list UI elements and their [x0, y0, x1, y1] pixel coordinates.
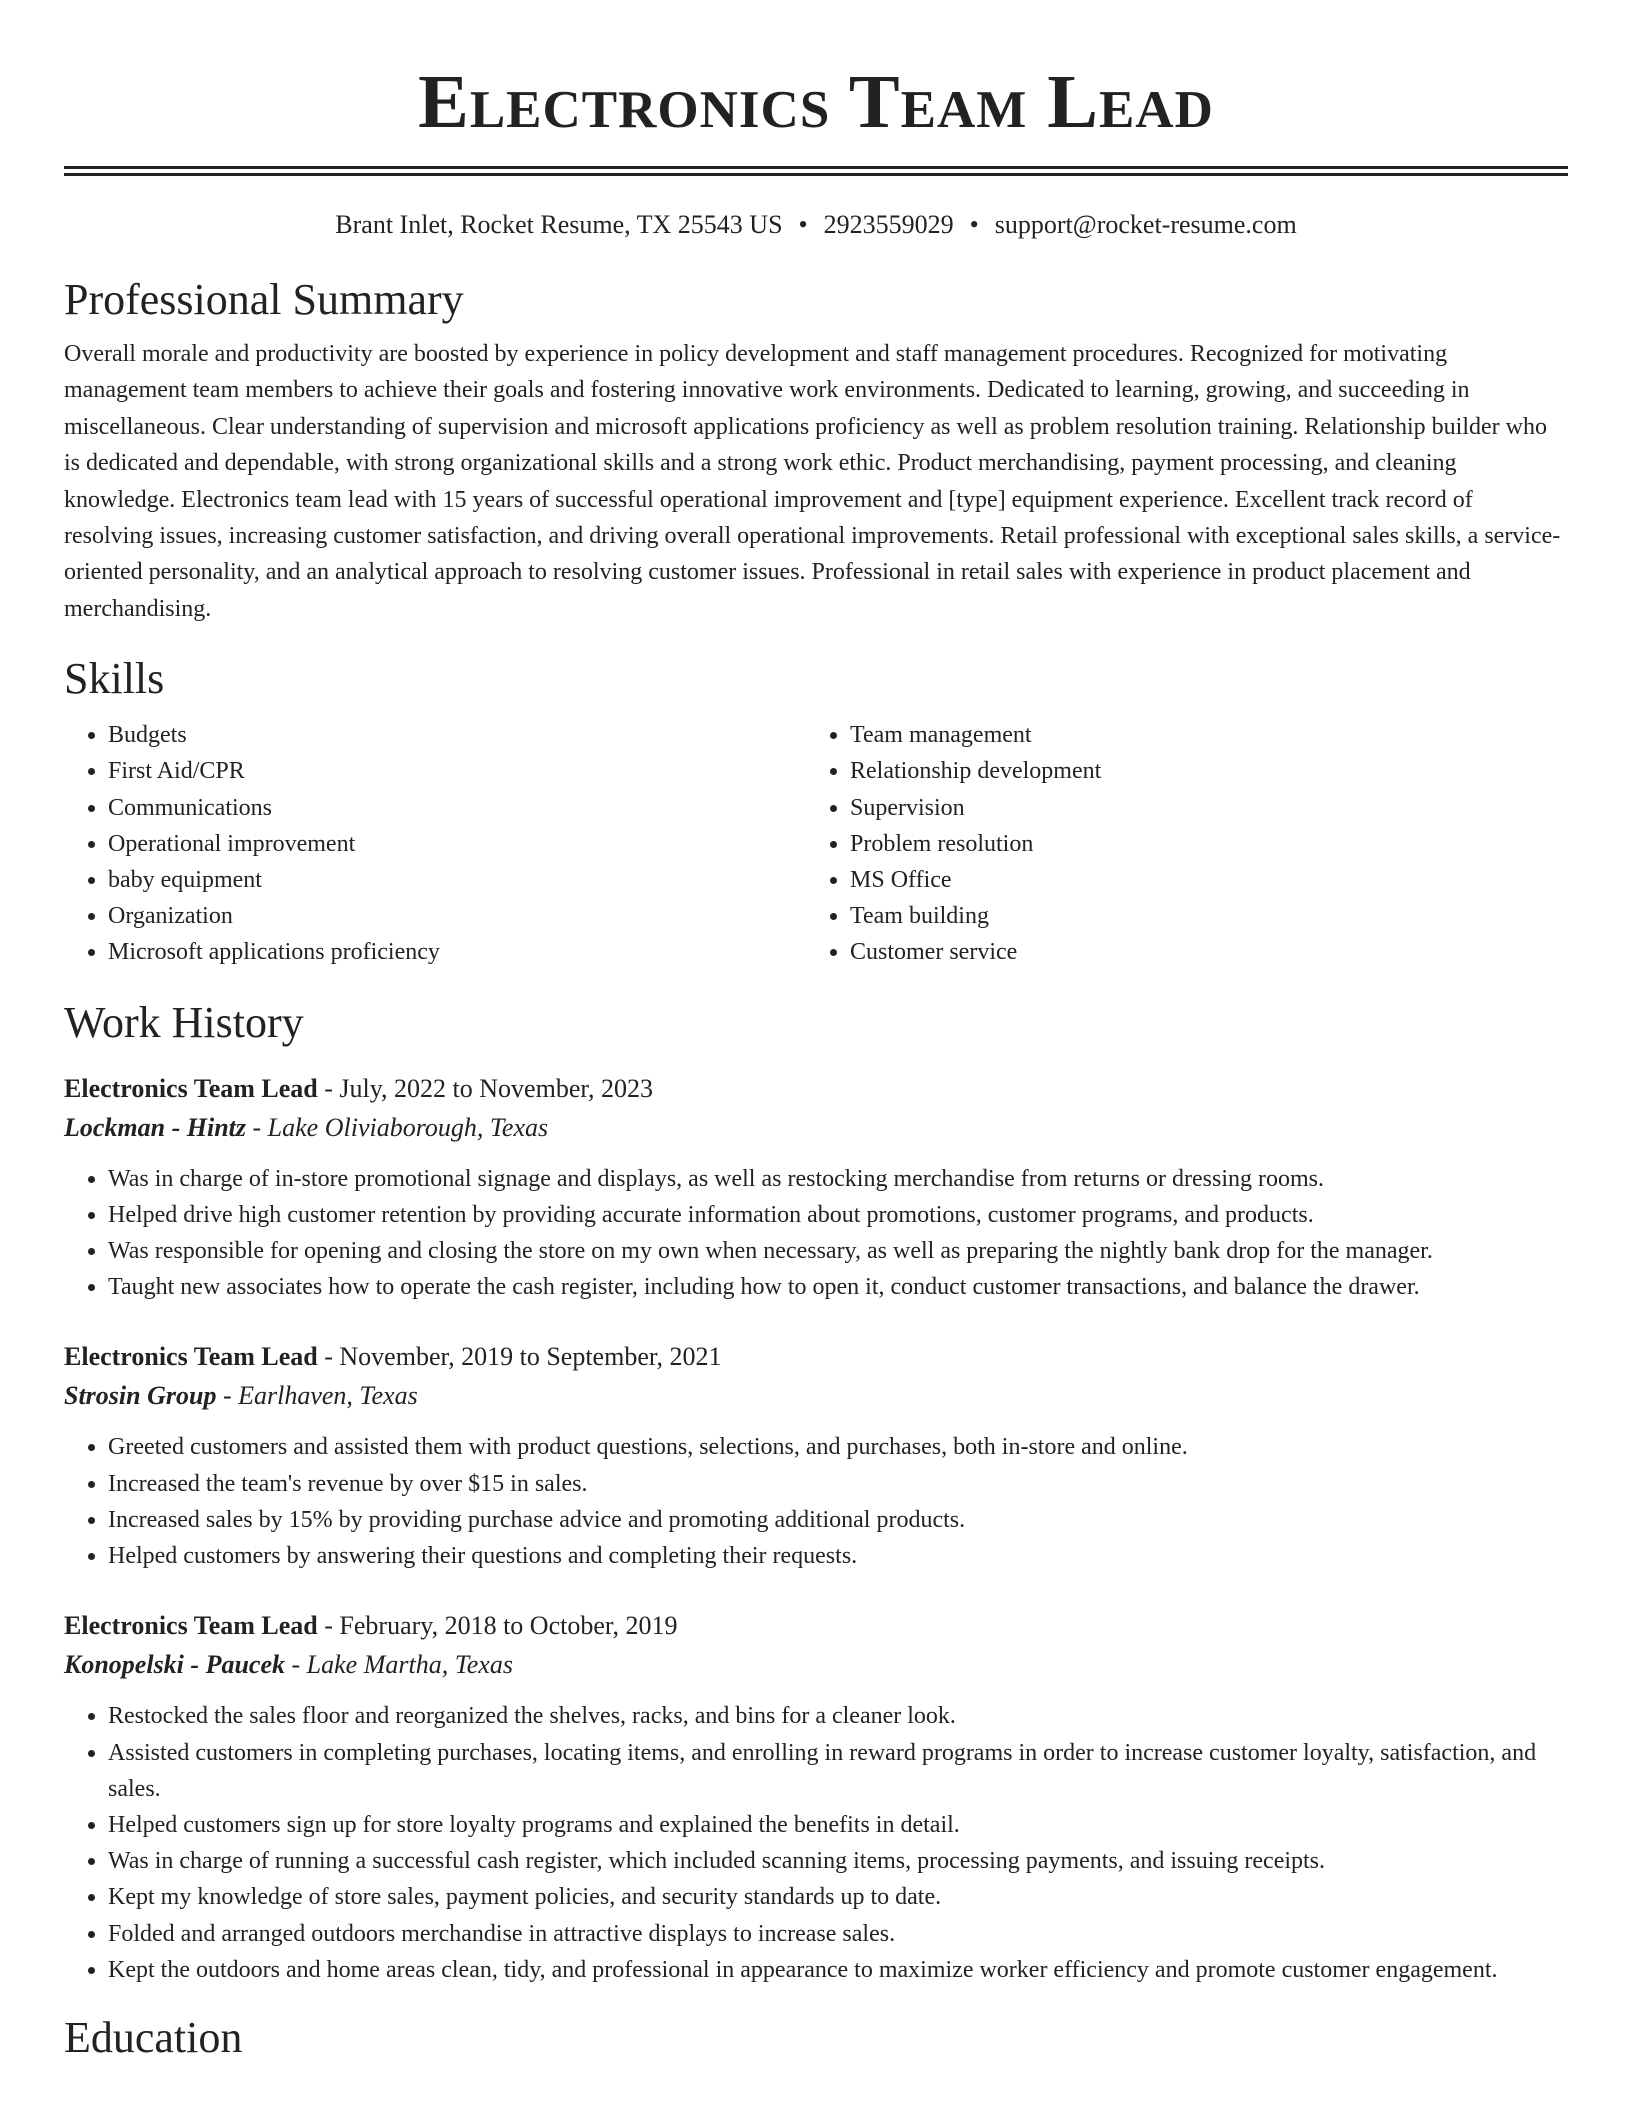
- job-entry: [64, 1606, 1568, 1988]
- contact-separator: •: [798, 210, 808, 239]
- job-employer: [64, 1108, 1568, 1147]
- skills-list-right: [806, 717, 1548, 970]
- duty-item: • Kept my knowledge of store sales, payment policies, and security standards up to date.: [108, 1879, 1568, 1915]
- skill-item: • Team management: [850, 717, 1548, 753]
- duty-item: • Helped customers sign up for store loyalty programs and explained the benefits in detail.: [108, 1807, 1568, 1843]
- job-employer: [64, 1376, 1568, 1415]
- job-duties: [64, 1698, 1568, 1988]
- job-dates: - July, 2022 to November, 2023: [317, 1073, 653, 1103]
- job-title: Electronics Team Lead: [64, 1073, 318, 1103]
- skill-item: • Problem resolution: [850, 826, 1548, 862]
- job-entry: [64, 1337, 1568, 1574]
- skill-item: • Customer service: [850, 934, 1548, 970]
- page-title: Electronics Team Lead: [418, 60, 1214, 144]
- skill-item: • Organization: [108, 898, 806, 934]
- contact-email: support@rocket-resume.com: [994, 210, 1297, 239]
- skills-heading: Skills: [64, 654, 165, 704]
- contact-line: [64, 208, 1568, 242]
- contact-address: Brant Inlet, Rocket Resume, TX 25543 US: [335, 210, 783, 239]
- summary-text: Overall morale and productivity are boosted by experience in policy development and staff management procedures. Recognized for motivating management team members to achieve their goals and fostering innovative work environments. Dedicated to learning, growing, and succeeding in miscellaneous. Clear understanding of supervision and microsoft applications proficiency as well as problem resolution training. Relationship builder who is dedicated and dependable, with strong organizational skills and a strong work ethic. Product merchandising, payment processing, and cleaning knowledge. Electronics team lead with 15 years of successful operational improvement and [type] equipment experience. Excellent track record of resolving issues, increasing customer satisfaction, and driving overall operational improvements. Retail professional with exceptional sales skills, a service-oriented personality, and an analytical approach to resolving customer issues. Professional in retail sales with experience in product placement and merchandising.: [64, 341, 1561, 622]
- duty-item: • Was responsible for opening and closing the store on my own when necessary, as well as preparing the nightly bank drop for the manager.: [108, 1233, 1568, 1269]
- job-header: [64, 1606, 1568, 1645]
- skill-item: • Communications: [108, 790, 806, 826]
- skills-columns: [64, 717, 1568, 970]
- company-name: Lockman - Hintz: [64, 1112, 247, 1142]
- job-location: - Earlhaven, Texas: [216, 1381, 418, 1411]
- job-header: [64, 1337, 1568, 1376]
- skill-item: • Relationship development: [850, 753, 1548, 789]
- skill-item: • Microsoft applications proficiency: [108, 934, 806, 970]
- job-duties: [64, 1429, 1568, 1574]
- skill-item: • Operational improvement: [108, 826, 806, 862]
- job-location: - Lake Martha, Texas: [285, 1650, 513, 1680]
- duty-item: • Assisted customers in completing purchases, locating items, and enrolling in reward programs in order to increase customer loyalty, satisfaction, and sales.: [108, 1735, 1568, 1807]
- duty-item: • Was in charge of running a successful cash register, which included scanning items, processing payments, and issuing receipts.: [108, 1843, 1568, 1879]
- work-history-heading: Work History: [64, 997, 304, 1047]
- skill-item: • Supervision: [850, 790, 1548, 826]
- job-employer: [64, 1645, 1568, 1684]
- duty-item: • Taught new associates how to operate the cash register, including how to open it, conduct customer transactions, and balance the drawer.: [108, 1269, 1568, 1305]
- duty-item: • Greeted customers and assisted them with product questions, selections, and purchases, both in-store and online.: [108, 1429, 1568, 1465]
- skill-item: • baby equipment: [108, 862, 806, 898]
- skills-list-left: [64, 717, 806, 970]
- resume-page: [64, 0, 1568, 2064]
- duty-item: • Helped customers by answering their questions and completing their requests.: [108, 1538, 1568, 1574]
- skill-item: • MS Office: [850, 862, 1548, 898]
- company-name: Strosin Group: [64, 1381, 217, 1411]
- job-entry: [64, 1069, 1568, 1306]
- duty-item: • Helped drive high customer retention by providing accurate information about promotions, customer programs, and products.: [108, 1197, 1568, 1233]
- job-location: - Lake Oliviaborough, Texas: [246, 1112, 549, 1142]
- skill-item: • Team building: [850, 898, 1548, 934]
- duty-item: • Kept the outdoors and home areas clean, tidy, and professional in appearance to maximize worker efficiency and promote customer engagement.: [108, 1952, 1568, 1988]
- job-title: Electronics Team Lead: [64, 1342, 318, 1372]
- duty-item: • Was in charge of in-store promotional signage and displays, as well as restocking merchandise from returns or dressing rooms.: [108, 1161, 1568, 1197]
- job-header: [64, 1069, 1568, 1108]
- company-name: Konopelski - Paucek: [64, 1650, 285, 1680]
- education-heading: Education: [64, 2012, 243, 2062]
- duty-item: • Increased sales by 15% by providing purchase advice and promoting additional products.: [108, 1502, 1568, 1538]
- job-title: Electronics Team Lead: [64, 1611, 318, 1641]
- job-duties: [64, 1161, 1568, 1306]
- job-dates: - February, 2018 to October, 2019: [317, 1611, 678, 1641]
- summary-heading: Professional Summary: [64, 275, 464, 324]
- title-double-rule: [64, 166, 1568, 176]
- duty-item: • Increased the team's revenue by over $15 in sales.: [108, 1466, 1568, 1502]
- skill-item: • First Aid/CPR: [108, 753, 806, 789]
- skill-item: • Budgets: [108, 717, 806, 753]
- job-dates: - November, 2019 to September, 2021: [317, 1342, 722, 1372]
- contact-separator: •: [969, 210, 979, 239]
- duty-item: • Folded and arranged outdoors merchandise in attractive displays to increase sales.: [108, 1916, 1568, 1952]
- duty-item: • Restocked the sales floor and reorganized the shelves, racks, and bins for a cleaner look.: [108, 1698, 1568, 1734]
- contact-phone: 2923559029: [823, 210, 954, 239]
